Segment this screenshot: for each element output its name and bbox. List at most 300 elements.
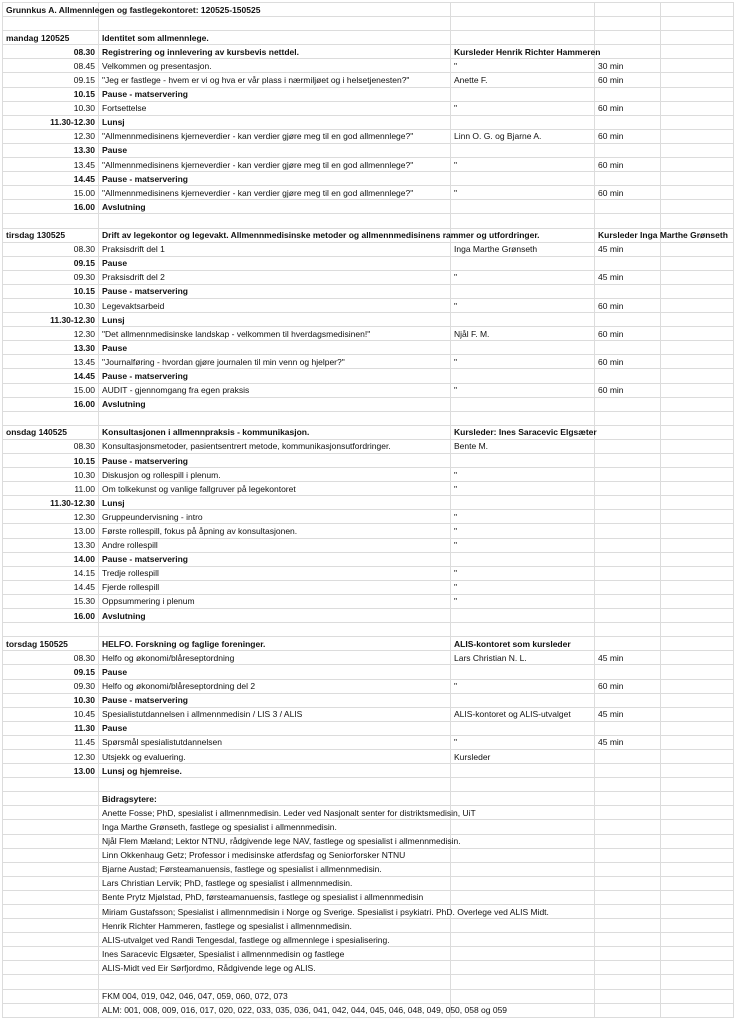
activity-cell[interactable]: Linn Okkenhaug Getz; Professor i medisinske atferdsfag og Seniorforsker NTNU: [99, 848, 451, 862]
time-cell[interactable]: [3, 876, 99, 890]
presenter-cell[interactable]: ": [451, 510, 595, 524]
time-cell[interactable]: 16.00: [3, 200, 99, 214]
duration-cell[interactable]: [595, 482, 661, 496]
extra-cell[interactable]: [661, 538, 734, 552]
time-cell[interactable]: 14.45: [3, 580, 99, 594]
extra-cell[interactable]: [661, 468, 734, 482]
time-cell[interactable]: 09.15: [3, 665, 99, 679]
duration-cell[interactable]: [595, 439, 661, 453]
duration-cell[interactable]: [595, 820, 661, 834]
duration-cell[interactable]: 60 min: [595, 355, 661, 369]
duration-cell[interactable]: [595, 580, 661, 594]
time-cell[interactable]: 12.30: [3, 510, 99, 524]
activity-cell[interactable]: Pause - matservering: [99, 552, 451, 566]
presenter-cell[interactable]: [451, 115, 595, 129]
presenter-cell[interactable]: [451, 200, 595, 214]
time-cell[interactable]: 16.00: [3, 397, 99, 411]
presenter-cell[interactable]: Njål F. M.: [451, 327, 595, 341]
presenter-cell[interactable]: [451, 665, 595, 679]
extra-cell[interactable]: [661, 806, 734, 820]
activity-cell[interactable]: Avslutning: [99, 200, 451, 214]
presenter-cell[interactable]: [451, 721, 595, 735]
activity-cell[interactable]: Spørsmål spesialistutdannelsen: [99, 735, 451, 749]
extra-cell[interactable]: [661, 397, 734, 411]
activity-cell[interactable]: "Allmennmedisinens kjerneverdier - kan verdier gjøre meg til en god allmennlege?": [99, 158, 451, 172]
time-cell[interactable]: 12.30: [3, 327, 99, 341]
presenter-cell[interactable]: [451, 369, 595, 383]
time-cell[interactable]: 15.00: [3, 186, 99, 200]
duration-cell[interactable]: [595, 693, 661, 707]
duration-cell[interactable]: [595, 284, 661, 298]
extra-cell[interactable]: [661, 496, 734, 510]
time-cell[interactable]: [3, 623, 99, 637]
presenter-cell[interactable]: Kursleder: Ines Saracevic Elgsæter: [451, 425, 595, 439]
duration-cell[interactable]: Kursleder Inga Marthe Grønseth: [595, 228, 661, 242]
duration-cell[interactable]: [595, 933, 661, 947]
duration-cell[interactable]: [595, 3, 661, 17]
duration-cell[interactable]: [595, 341, 661, 355]
extra-cell[interactable]: [661, 693, 734, 707]
duration-cell[interactable]: 60 min: [595, 298, 661, 312]
presenter-cell[interactable]: [451, 3, 595, 17]
activity-cell[interactable]: [99, 623, 451, 637]
presenter-cell[interactable]: [451, 778, 595, 792]
activity-cell[interactable]: Pause: [99, 665, 451, 679]
extra-cell[interactable]: [661, 510, 734, 524]
extra-cell[interactable]: [661, 764, 734, 778]
activity-cell[interactable]: Konsultasjonen i allmennpraksis - kommunikasjon.: [99, 425, 451, 439]
activity-cell[interactable]: Praksisdrift del 1: [99, 242, 451, 256]
activity-cell[interactable]: Praksisdrift del 2: [99, 270, 451, 284]
time-cell[interactable]: [3, 919, 99, 933]
time-cell[interactable]: 13.45: [3, 158, 99, 172]
activity-cell[interactable]: [99, 214, 451, 228]
duration-cell[interactable]: [595, 496, 661, 510]
time-cell[interactable]: 10.30: [3, 101, 99, 115]
time-cell[interactable]: 09.15: [3, 73, 99, 87]
presenter-cell[interactable]: ": [451, 186, 595, 200]
activity-cell[interactable]: Legevaktsarbeid: [99, 298, 451, 312]
presenter-cell[interactable]: ALIS-kontoret som kursleder: [451, 637, 595, 651]
duration-cell[interactable]: 45 min: [595, 270, 661, 284]
duration-cell[interactable]: 60 min: [595, 101, 661, 115]
extra-cell[interactable]: [661, 327, 734, 341]
presenter-cell[interactable]: [451, 947, 595, 961]
extra-cell[interactable]: [661, 933, 734, 947]
time-cell[interactable]: 08.30: [3, 651, 99, 665]
activity-cell[interactable]: Spesialistutdannelsen i allmennmedisin / LIS 3 / ALIS: [99, 707, 451, 721]
presenter-cell[interactable]: [451, 552, 595, 566]
extra-cell[interactable]: [661, 890, 734, 904]
presenter-cell[interactable]: [451, 693, 595, 707]
presenter-cell[interactable]: [451, 764, 595, 778]
duration-cell[interactable]: [595, 256, 661, 270]
duration-cell[interactable]: [595, 989, 661, 1003]
extra-cell[interactable]: [661, 115, 734, 129]
extra-cell[interactable]: [661, 623, 734, 637]
presenter-cell[interactable]: [451, 397, 595, 411]
extra-cell[interactable]: [661, 383, 734, 397]
presenter-cell[interactable]: [451, 313, 595, 327]
duration-cell[interactable]: [595, 214, 661, 228]
activity-cell[interactable]: Tredje rollespill: [99, 566, 451, 580]
duration-cell[interactable]: [595, 721, 661, 735]
activity-cell[interactable]: [99, 411, 451, 425]
activity-cell[interactable]: Velkommen og presentasjon.: [99, 59, 451, 73]
duration-cell[interactable]: [595, 115, 661, 129]
activity-cell[interactable]: Bente Prytz Mjølstad, PhD, førsteamanuensis, fastlege og spesialist i allmennmedisin: [99, 890, 451, 904]
activity-cell[interactable]: Miriam Gustafsson; Spesialist i allmennmedisin i Norge og Sverige. Spesialist i psykiatri. PhD. Overlege ved ALIS Midt.: [99, 905, 451, 919]
activity-cell[interactable]: Bidragsytere:: [99, 792, 451, 806]
activity-cell[interactable]: Pause - matservering: [99, 693, 451, 707]
time-cell[interactable]: [3, 17, 99, 31]
extra-cell[interactable]: [661, 411, 734, 425]
duration-cell[interactable]: 60 min: [595, 327, 661, 341]
time-cell[interactable]: [3, 820, 99, 834]
activity-cell[interactable]: [99, 975, 451, 989]
time-cell[interactable]: 10.15: [3, 284, 99, 298]
time-cell[interactable]: 15.00: [3, 383, 99, 397]
duration-cell[interactable]: [595, 961, 661, 975]
time-cell[interactable]: 08.45: [3, 59, 99, 73]
presenter-cell[interactable]: ": [451, 524, 595, 538]
activity-cell[interactable]: Anette Fosse; PhD, spesialist i allmennmedisin. Leder ved Nasjonalt senter for distriktsmedisin, UiT: [99, 806, 451, 820]
activity-cell[interactable]: Lunsj: [99, 115, 451, 129]
extra-cell[interactable]: [661, 31, 734, 45]
duration-cell[interactable]: [595, 862, 661, 876]
time-cell[interactable]: 08.30: [3, 439, 99, 453]
extra-cell[interactable]: [661, 792, 734, 806]
extra-cell[interactable]: [661, 172, 734, 186]
activity-cell[interactable]: Fortsettelse: [99, 101, 451, 115]
activity-cell[interactable]: Pause - matservering: [99, 87, 451, 101]
activity-cell[interactable]: "Jeg er fastlege - hvem er vi og hva er vår plass i nærmiljøet og i helsetjenesten?": [99, 73, 451, 87]
time-cell[interactable]: 14.45: [3, 172, 99, 186]
extra-cell[interactable]: [661, 298, 734, 312]
time-cell[interactable]: mandag 120525: [3, 31, 99, 45]
time-cell[interactable]: 08.30: [3, 242, 99, 256]
activity-cell[interactable]: "Journalføring - hvordan gjøre journalen til min venn og hjelper?": [99, 355, 451, 369]
duration-cell[interactable]: [595, 975, 661, 989]
duration-cell[interactable]: [595, 45, 661, 59]
time-cell[interactable]: 10.30: [3, 298, 99, 312]
extra-cell[interactable]: [661, 594, 734, 608]
presenter-cell[interactable]: ": [451, 101, 595, 115]
time-cell[interactable]: 11.30-12.30: [3, 496, 99, 510]
presenter-cell[interactable]: Anette F.: [451, 73, 595, 87]
presenter-cell[interactable]: [451, 31, 595, 45]
duration-cell[interactable]: [595, 1003, 661, 1017]
time-cell[interactable]: 13.00: [3, 764, 99, 778]
duration-cell[interactable]: [595, 806, 661, 820]
duration-cell[interactable]: 45 min: [595, 735, 661, 749]
extra-cell[interactable]: [661, 270, 734, 284]
presenter-cell[interactable]: [451, 256, 595, 270]
time-cell[interactable]: 09.15: [3, 256, 99, 270]
time-cell[interactable]: [3, 905, 99, 919]
duration-cell[interactable]: [595, 31, 661, 45]
activity-cell[interactable]: Pause: [99, 341, 451, 355]
activity-cell[interactable]: Oppsummering i plenum: [99, 594, 451, 608]
presenter-cell[interactable]: ": [451, 594, 595, 608]
time-cell[interactable]: 11.30-12.30: [3, 313, 99, 327]
duration-cell[interactable]: [595, 637, 661, 651]
activity-cell[interactable]: ALM: 001, 008, 009, 016, 017, 020, 022, 033, 035, 036, 041, 042, 044, 045, 046, 048, 049, 050, 058 og 059: [99, 1003, 451, 1017]
time-cell[interactable]: torsdag 150525: [3, 637, 99, 651]
activity-cell[interactable]: [99, 17, 451, 31]
duration-cell[interactable]: 30 min: [595, 59, 661, 73]
extra-cell[interactable]: [661, 975, 734, 989]
extra-cell[interactable]: [661, 834, 734, 848]
time-cell[interactable]: 11.30: [3, 721, 99, 735]
activity-cell[interactable]: Lunsj: [99, 313, 451, 327]
duration-cell[interactable]: [595, 947, 661, 961]
activity-cell[interactable]: Første rollespill, fokus på åpning av konsultasjonen.: [99, 524, 451, 538]
extra-cell[interactable]: [661, 862, 734, 876]
duration-cell[interactable]: [595, 468, 661, 482]
extra-cell[interactable]: [661, 87, 734, 101]
activity-cell[interactable]: [99, 778, 451, 792]
duration-cell[interactable]: [595, 510, 661, 524]
time-cell[interactable]: 09.30: [3, 679, 99, 693]
time-cell[interactable]: 10.45: [3, 707, 99, 721]
extra-cell[interactable]: [661, 17, 734, 31]
presenter-cell[interactable]: ": [451, 482, 595, 496]
presenter-cell[interactable]: [451, 341, 595, 355]
extra-cell[interactable]: [661, 186, 734, 200]
presenter-cell[interactable]: [451, 862, 595, 876]
time-cell[interactable]: [3, 975, 99, 989]
extra-cell[interactable]: [661, 284, 734, 298]
extra-cell[interactable]: [661, 129, 734, 143]
extra-cell[interactable]: [661, 609, 734, 623]
activity-cell[interactable]: Gruppeundervisning - intro: [99, 510, 451, 524]
extra-cell[interactable]: [661, 989, 734, 1003]
activity-cell[interactable]: "Allmennmedisinens kjerneverdier - kan verdier gjøre meg til en god allmennlege?": [99, 186, 451, 200]
extra-cell[interactable]: [661, 143, 734, 157]
presenter-cell[interactable]: [451, 454, 595, 468]
presenter-cell[interactable]: [451, 623, 595, 637]
presenter-cell[interactable]: [451, 792, 595, 806]
time-cell[interactable]: 12.30: [3, 129, 99, 143]
extra-cell[interactable]: [661, 735, 734, 749]
presenter-cell[interactable]: [451, 411, 595, 425]
time-cell[interactable]: [3, 411, 99, 425]
time-cell[interactable]: [3, 1003, 99, 1017]
presenter-cell[interactable]: [451, 989, 595, 1003]
presenter-cell[interactable]: [451, 961, 595, 975]
extra-cell[interactable]: [661, 425, 734, 439]
presenter-cell[interactable]: [451, 834, 595, 848]
time-cell[interactable]: 13.30: [3, 143, 99, 157]
time-cell[interactable]: 11.00: [3, 482, 99, 496]
time-cell[interactable]: [3, 989, 99, 1003]
duration-cell[interactable]: [595, 792, 661, 806]
time-cell[interactable]: [3, 792, 99, 806]
extra-cell[interactable]: [661, 256, 734, 270]
extra-cell[interactable]: [661, 919, 734, 933]
extra-cell[interactable]: [661, 961, 734, 975]
activity-cell[interactable]: Avslutning: [99, 397, 451, 411]
activity-cell[interactable]: Identitet som allmennlege.: [99, 31, 451, 45]
activity-cell[interactable]: Pause - matservering: [99, 454, 451, 468]
time-cell[interactable]: [3, 848, 99, 862]
time-cell[interactable]: 13.30: [3, 538, 99, 552]
presenter-cell[interactable]: ": [451, 270, 595, 284]
duration-cell[interactable]: [595, 764, 661, 778]
time-cell[interactable]: 11.45: [3, 735, 99, 749]
extra-cell[interactable]: [661, 721, 734, 735]
duration-cell[interactable]: [595, 665, 661, 679]
presenter-cell[interactable]: ALIS-kontoret og ALIS-utvalget: [451, 707, 595, 721]
activity-cell[interactable]: Lunsj: [99, 496, 451, 510]
time-cell[interactable]: 10.30: [3, 468, 99, 482]
time-cell[interactable]: 14.00: [3, 552, 99, 566]
presenter-cell[interactable]: [451, 214, 595, 228]
extra-cell[interactable]: [661, 158, 734, 172]
activity-cell[interactable]: HELFO. Forskning og faglige foreninger.: [99, 637, 451, 651]
extra-cell[interactable]: [661, 651, 734, 665]
extra-cell[interactable]: [661, 45, 734, 59]
presenter-cell[interactable]: ": [451, 566, 595, 580]
extra-cell[interactable]: [661, 905, 734, 919]
duration-cell[interactable]: [595, 425, 661, 439]
time-cell[interactable]: [3, 933, 99, 947]
activity-cell[interactable]: Lars Christian Lervik; PhD, fastlege og spesialist i allmennmedisin.: [99, 876, 451, 890]
extra-cell[interactable]: [661, 778, 734, 792]
presenter-cell[interactable]: ": [451, 298, 595, 312]
presenter-cell[interactable]: [451, 17, 595, 31]
activity-cell[interactable]: Diskusjon og rollespill i plenum.: [99, 468, 451, 482]
activity-cell[interactable]: Pause: [99, 721, 451, 735]
activity-cell[interactable]: Avslutning: [99, 609, 451, 623]
presenter-cell[interactable]: [451, 496, 595, 510]
activity-cell[interactable]: Njål Flem Mæland; Lektor NTNU, rådgivende lege NAV, fastlege og spesialist i allmennmedisin.: [99, 834, 451, 848]
extra-cell[interactable]: [661, 3, 734, 17]
presenter-cell[interactable]: Linn O. G. og Bjarne A.: [451, 129, 595, 143]
activity-cell[interactable]: Pause - matservering: [99, 172, 451, 186]
activity-cell[interactable]: Pause - matservering: [99, 369, 451, 383]
presenter-cell[interactable]: Kursleder Henrik Richter Hammeren: [451, 45, 595, 59]
duration-cell[interactable]: [595, 524, 661, 538]
time-cell[interactable]: 11.30-12.30: [3, 115, 99, 129]
time-cell[interactable]: 10.15: [3, 87, 99, 101]
extra-cell[interactable]: [661, 200, 734, 214]
activity-cell[interactable]: Andre rollespill: [99, 538, 451, 552]
time-cell[interactable]: 15.30: [3, 594, 99, 608]
presenter-cell[interactable]: ": [451, 355, 595, 369]
time-cell[interactable]: [3, 862, 99, 876]
presenter-cell[interactable]: ": [451, 468, 595, 482]
activity-cell[interactable]: Om tolkekunst og vanlige fallgruver på legekontoret: [99, 482, 451, 496]
activity-cell[interactable]: ALIS-Midt ved Eir Sørfjordmo, Rådgivende lege og ALIS.: [99, 961, 451, 975]
duration-cell[interactable]: [595, 778, 661, 792]
duration-cell[interactable]: [595, 749, 661, 763]
duration-cell[interactable]: [595, 143, 661, 157]
duration-cell[interactable]: [595, 834, 661, 848]
activity-cell[interactable]: "Allmennmedisinens kjerneverdier - kan verdier gjøre meg til en god allmennlege?": [99, 129, 451, 143]
duration-cell[interactable]: [595, 87, 661, 101]
duration-cell[interactable]: [595, 848, 661, 862]
extra-cell[interactable]: [661, 439, 734, 453]
presenter-cell[interactable]: ": [451, 158, 595, 172]
duration-cell[interactable]: [595, 609, 661, 623]
activity-cell[interactable]: "Det allmennmedisinske landskap - velkommen til hverdagsmedisinen!": [99, 327, 451, 341]
activity-cell[interactable]: Helfo og økonomi/blåreseptordning del 2: [99, 679, 451, 693]
duration-cell[interactable]: [595, 905, 661, 919]
duration-cell[interactable]: 45 min: [595, 651, 661, 665]
extra-cell[interactable]: [661, 214, 734, 228]
extra-cell[interactable]: [661, 482, 734, 496]
extra-cell[interactable]: [661, 707, 734, 721]
duration-cell[interactable]: 60 min: [595, 158, 661, 172]
time-cell[interactable]: 13.45: [3, 355, 99, 369]
extra-cell[interactable]: [661, 355, 734, 369]
extra-cell[interactable]: [661, 341, 734, 355]
presenter-cell[interactable]: [451, 919, 595, 933]
activity-cell[interactable]: Pause - matservering: [99, 284, 451, 298]
duration-cell[interactable]: 60 min: [595, 679, 661, 693]
duration-cell[interactable]: [595, 172, 661, 186]
time-cell[interactable]: [3, 806, 99, 820]
extra-cell[interactable]: [661, 552, 734, 566]
time-cell[interactable]: [3, 947, 99, 961]
duration-cell[interactable]: [595, 313, 661, 327]
duration-cell[interactable]: [595, 397, 661, 411]
activity-cell[interactable]: Konsultasjonsmetoder, pasientsentrert metode, kommunikasjonsutfordringer.: [99, 439, 451, 453]
time-cell[interactable]: onsdag 140525: [3, 425, 99, 439]
extra-cell[interactable]: [661, 665, 734, 679]
activity-cell[interactable]: Registrering og innlevering av kursbevis nettdel.: [99, 45, 451, 59]
duration-cell[interactable]: [595, 411, 661, 425]
duration-cell[interactable]: 45 min: [595, 242, 661, 256]
extra-cell[interactable]: [661, 580, 734, 594]
presenter-cell[interactable]: ": [451, 679, 595, 693]
time-cell[interactable]: 14.45: [3, 369, 99, 383]
extra-cell[interactable]: [661, 73, 734, 87]
presenter-cell[interactable]: ": [451, 59, 595, 73]
duration-cell[interactable]: 60 min: [595, 383, 661, 397]
activity-cell[interactable]: ALIS-utvalget ved Randi Tengesdal, fastlege og allmennlege i spesialisering.: [99, 933, 451, 947]
time-cell[interactable]: [3, 961, 99, 975]
duration-cell[interactable]: [595, 454, 661, 468]
presenter-cell[interactable]: [451, 609, 595, 623]
duration-cell[interactable]: [595, 369, 661, 383]
extra-cell[interactable]: [661, 566, 734, 580]
activity-cell[interactable]: Pause: [99, 256, 451, 270]
duration-cell[interactable]: [595, 876, 661, 890]
presenter-cell[interactable]: [451, 820, 595, 834]
extra-cell[interactable]: [661, 242, 734, 256]
presenter-cell[interactable]: [451, 876, 595, 890]
time-cell[interactable]: 10.30: [3, 693, 99, 707]
activity-cell[interactable]: Fjerde rollespill: [99, 580, 451, 594]
time-cell[interactable]: 14.15: [3, 566, 99, 580]
extra-cell[interactable]: [661, 1003, 734, 1017]
presenter-cell[interactable]: Kursleder: [451, 749, 595, 763]
extra-cell[interactable]: [661, 947, 734, 961]
extra-cell[interactable]: [661, 820, 734, 834]
time-cell[interactable]: 13.00: [3, 524, 99, 538]
time-cell[interactable]: 12.30: [3, 749, 99, 763]
duration-cell[interactable]: [595, 200, 661, 214]
extra-cell[interactable]: [661, 524, 734, 538]
extra-cell[interactable]: [661, 749, 734, 763]
activity-cell[interactable]: Utsjekk og evaluering.: [99, 749, 451, 763]
presenter-cell[interactable]: ": [451, 383, 595, 397]
activity-cell[interactable]: Henrik Richter Hammeren, fastlege og spesialist i allmennmedisin.: [99, 919, 451, 933]
extra-cell[interactable]: [661, 101, 734, 115]
